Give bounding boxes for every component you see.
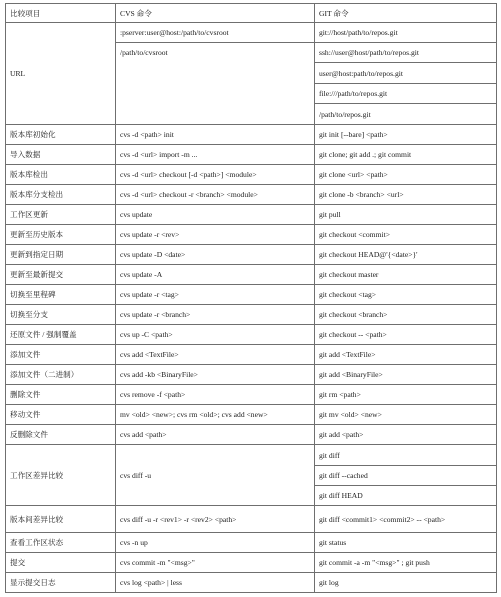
table-row (6, 506, 497, 533)
row-git: git clone -b <branch> <url> (315, 185, 497, 205)
row-cvs: cvs remove -f <path> (116, 385, 315, 405)
row-git: git add <TextFile> (315, 345, 497, 365)
row-cvs: cvs update -r <branch> (116, 305, 315, 325)
table-row (6, 23, 497, 43)
table-row (6, 345, 497, 365)
row-item: 更新到指定日期 (6, 245, 116, 265)
row-git: /path/to/repos.git (315, 104, 497, 125)
row-item: 版本库初始化 (6, 125, 116, 145)
row-item: 版本库分支检出 (6, 185, 116, 205)
row-git: git clone <url> <path> (315, 165, 497, 185)
row-item: 删除文件 (6, 385, 116, 405)
row-item: 移动文件 (6, 405, 116, 425)
row-item: 添加文件 (6, 345, 116, 365)
table-row (6, 165, 497, 185)
row-git: git diff <commit1> <commit2> -- <path> (315, 506, 497, 533)
row-git: git clone; git add .; git commit (315, 145, 497, 165)
row-git: ssh://user@host/path/to/repos.git (315, 43, 497, 63)
table-row (6, 385, 497, 405)
row-git: git checkout -- <path> (315, 325, 497, 345)
row-git: git diff (315, 445, 497, 466)
row-cvs: cvs add <TextFile> (116, 345, 315, 365)
row-cvs: cvs -n up (116, 533, 315, 553)
row-git: git status (315, 533, 497, 553)
row-item: 还原文件 / 强制覆盖 (6, 325, 116, 345)
row-git: git://host/path/to/repos.git (315, 23, 497, 43)
row-cvs: cvs -d <url> checkout [-d <path>] <module> (116, 165, 315, 185)
table-row (6, 365, 497, 385)
row-cvs: cvs update -A (116, 265, 315, 285)
row-cvs: cvs up -C <path> (116, 325, 315, 345)
row-git: git commit -a -m "<msg>" ; git push (315, 553, 497, 573)
table-row (6, 405, 497, 425)
header-row (6, 4, 497, 23)
table-row (6, 553, 497, 573)
row-cvs: cvs update -r <rev> (116, 225, 315, 245)
row-cvs: cvs -d <url> checkout -r <branch> <module> (116, 185, 315, 205)
row-item: 更新至最新提交 (6, 265, 116, 285)
row-item: 更新至历史版本 (6, 225, 116, 245)
row-item: URL (6, 23, 116, 125)
row-git: file:///path/to/repos.git (315, 84, 497, 104)
row-cvs: cvs commit -m "<msg>" (116, 553, 315, 573)
row-item: 反删除文件 (6, 425, 116, 445)
table-row (6, 185, 497, 205)
row-item: 添加文件（二进制） (6, 365, 116, 385)
row-git: git pull (315, 205, 497, 225)
row-cvs: cvs -d <url> import -m ... (116, 145, 315, 165)
table-row (6, 325, 497, 345)
row-git: git diff HEAD (315, 486, 497, 506)
table-row (6, 265, 497, 285)
header-cvs: CVS 命令 (116, 4, 315, 23)
row-item: 工作区差异比较 (6, 445, 116, 506)
row-item: 导入数据 (6, 145, 116, 165)
row-cvs: mv <old> <new>; cvs rm <old>; cvs add <new> (116, 405, 315, 425)
table-row (6, 285, 497, 305)
table-row (6, 445, 497, 466)
row-git: git log (315, 573, 497, 593)
row-item: 版本库检出 (6, 165, 116, 185)
row-item: 显示提交日志 (6, 573, 116, 593)
row-cvs: cvs log <path> | less (116, 573, 315, 593)
row-cvs: cvs add -kb <BinaryFile> (116, 365, 315, 385)
row-cvs: cvs -d <path> init (116, 125, 315, 145)
row-item: 版本间差异比较 (6, 506, 116, 533)
row-git: git diff --cached (315, 466, 497, 486)
table-row (6, 533, 497, 553)
header-git: GIT 命令 (315, 4, 497, 23)
table-row (6, 245, 497, 265)
table-row (6, 305, 497, 325)
row-cvs: cvs update -D <date> (116, 245, 315, 265)
table-row (6, 205, 497, 225)
row-cvs: /path/to/cvsroot (116, 43, 315, 125)
row-item: 切换至里程碑 (6, 285, 116, 305)
table-row (6, 225, 497, 245)
row-cvs: :pserver:user@host:/path/to/cvsroot (116, 23, 315, 43)
row-cvs: cvs diff -u -r <rev1> -r <rev2> <path> (116, 506, 315, 533)
row-item: 提交 (6, 553, 116, 573)
table-row (6, 425, 497, 445)
row-cvs: cvs add <path> (116, 425, 315, 445)
row-git: git rm <path> (315, 385, 497, 405)
table-row (6, 573, 497, 593)
row-git: user@host:path/to/repos.git (315, 63, 497, 84)
cvs-git-comparison-table (5, 3, 497, 593)
row-git: git checkout <commit> (315, 225, 497, 245)
row-item: 工作区更新 (6, 205, 116, 225)
row-item: 切换至分支 (6, 305, 116, 325)
row-git: git checkout <branch> (315, 305, 497, 325)
row-cvs: cvs update (116, 205, 315, 225)
row-git: git checkout <tag> (315, 285, 497, 305)
row-git: git add <path> (315, 425, 497, 445)
header-item: 比较项目 (6, 4, 116, 23)
table-row (6, 125, 497, 145)
row-cvs: cvs diff -u (116, 445, 315, 506)
row-git: git checkout master (315, 265, 497, 285)
row-git: git add <BinaryFile> (315, 365, 497, 385)
row-git: git checkout HEAD@'{<date>}' (315, 245, 497, 265)
row-git: git mv <old> <new> (315, 405, 497, 425)
row-cvs: cvs update -r <tag> (116, 285, 315, 305)
table-row (6, 145, 497, 165)
row-item: 查看工作区状态 (6, 533, 116, 553)
row-git: git init [--bare] <path> (315, 125, 497, 145)
